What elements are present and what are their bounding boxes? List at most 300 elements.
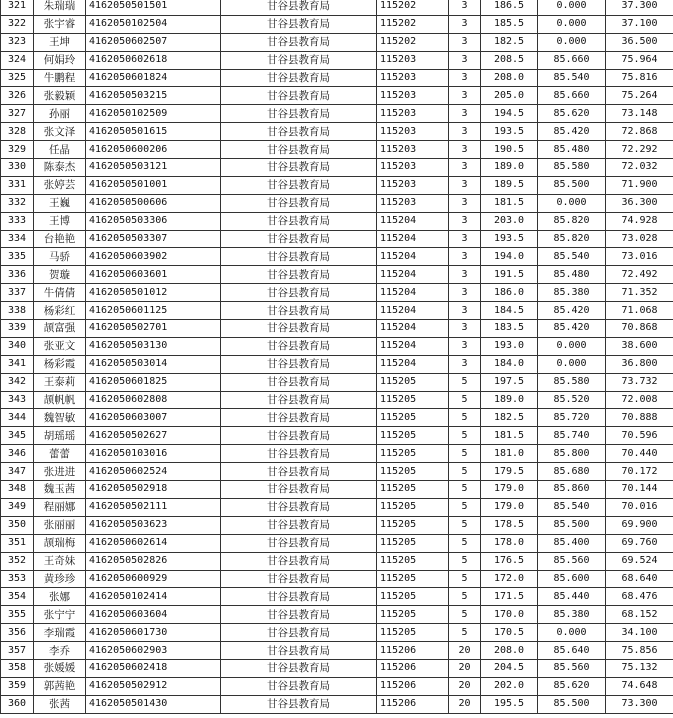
employer-cell: 甘谷县教育局 — [221, 445, 377, 463]
interview-score-cell: 85.500 — [538, 176, 606, 194]
candidate-name-cell: 朱瑞瑞 — [34, 0, 86, 15]
table-row — [1, 606, 673, 624]
employer-cell: 甘谷县教育局 — [221, 695, 377, 713]
quota-cell: 3 — [449, 194, 481, 212]
row-index-cell: 323 — [1, 33, 34, 51]
position-code-cell: 115205 — [377, 445, 449, 463]
row-index-cell: 359 — [1, 677, 34, 695]
exam-number-cell: 4162050602618 — [86, 51, 221, 69]
written-score-cell: 203.0 — [481, 212, 538, 230]
row-index-cell: 335 — [1, 248, 34, 266]
exam-number-cell: 4162050602808 — [86, 391, 221, 409]
written-score-cell: 172.0 — [481, 570, 538, 588]
total-score-cell: 70.596 — [606, 427, 673, 445]
total-score-cell: 71.352 — [606, 284, 673, 302]
candidate-name-cell: 魏玉茜 — [34, 481, 86, 499]
row-index-cell: 350 — [1, 516, 34, 534]
total-score-cell: 75.964 — [606, 51, 673, 69]
written-score-cell: 191.5 — [481, 266, 538, 284]
position-code-cell: 115205 — [377, 373, 449, 391]
candidate-name-cell: 张娜 — [34, 588, 86, 606]
row-index-cell: 322 — [1, 15, 34, 33]
candidate-name-cell: 黄珍珍 — [34, 570, 86, 588]
interview-score-cell: 85.600 — [538, 570, 606, 588]
quota-cell: 5 — [449, 445, 481, 463]
interview-score-cell: 85.420 — [538, 123, 606, 141]
total-score-cell: 75.264 — [606, 87, 673, 105]
position-code-cell: 115205 — [377, 391, 449, 409]
candidate-name-cell: 颉富强 — [34, 320, 86, 338]
written-score-cell: 208.0 — [481, 69, 538, 87]
written-score-cell: 182.5 — [481, 33, 538, 51]
written-score-cell: 202.0 — [481, 677, 538, 695]
written-score-cell: 208.5 — [481, 51, 538, 69]
written-score-cell: 176.5 — [481, 552, 538, 570]
candidate-name-cell: 王坤 — [34, 33, 86, 51]
total-score-cell: 72.292 — [606, 141, 673, 159]
written-score-cell: 178.5 — [481, 516, 538, 534]
position-code-cell: 115202 — [377, 0, 449, 15]
position-code-cell: 115204 — [377, 266, 449, 284]
position-code-cell: 115203 — [377, 123, 449, 141]
table-row — [1, 320, 673, 338]
position-code-cell: 115206 — [377, 677, 449, 695]
table-row — [1, 624, 673, 642]
table-row — [1, 87, 673, 105]
written-score-cell: 194.0 — [481, 248, 538, 266]
written-score-cell: 179.5 — [481, 463, 538, 481]
written-score-cell: 204.5 — [481, 659, 538, 677]
quota-cell: 5 — [449, 427, 481, 445]
quota-cell: 3 — [449, 0, 481, 15]
position-code-cell: 115203 — [377, 176, 449, 194]
written-score-cell: 190.5 — [481, 141, 538, 159]
exam-number-cell: 4162050601824 — [86, 69, 221, 87]
interview-score-cell: 0.000 — [538, 355, 606, 373]
row-index-cell: 341 — [1, 355, 34, 373]
table-row — [1, 33, 673, 51]
quota-cell: 20 — [449, 695, 481, 713]
exam-number-cell: 4162050601125 — [86, 302, 221, 320]
exam-number-cell: 4162050503623 — [86, 516, 221, 534]
row-index-cell: 352 — [1, 552, 34, 570]
employer-cell: 甘谷县教育局 — [221, 659, 377, 677]
table-row — [1, 409, 673, 427]
table-row — [1, 570, 673, 588]
position-code-cell: 115203 — [377, 51, 449, 69]
quota-cell: 20 — [449, 659, 481, 677]
quota-cell: 5 — [449, 516, 481, 534]
table-row — [1, 659, 673, 677]
total-score-cell: 36.500 — [606, 33, 673, 51]
row-index-cell: 351 — [1, 534, 34, 552]
employer-cell: 甘谷县教育局 — [221, 516, 377, 534]
total-score-cell: 69.524 — [606, 552, 673, 570]
candidate-name-cell: 张媛媛 — [34, 659, 86, 677]
candidate-name-cell: 张进进 — [34, 463, 86, 481]
exam-number-cell: 4162050601825 — [86, 373, 221, 391]
table-row — [1, 373, 673, 391]
interview-score-cell: 85.560 — [538, 659, 606, 677]
table-row — [1, 552, 673, 570]
written-score-cell: 194.5 — [481, 105, 538, 123]
exam-number-cell: 4162050603902 — [86, 248, 221, 266]
interview-score-cell: 0.000 — [538, 624, 606, 642]
employer-cell: 甘谷县教育局 — [221, 552, 377, 570]
interview-score-cell: 85.380 — [538, 284, 606, 302]
position-code-cell: 115202 — [377, 33, 449, 51]
table-row — [1, 284, 673, 302]
position-code-cell: 115203 — [377, 141, 449, 159]
employer-cell: 甘谷县教育局 — [221, 534, 377, 552]
interview-score-cell: 85.680 — [538, 463, 606, 481]
position-code-cell: 115205 — [377, 552, 449, 570]
employer-cell: 甘谷县教育局 — [221, 266, 377, 284]
row-index-cell: 328 — [1, 123, 34, 141]
interview-score-cell: 85.580 — [538, 373, 606, 391]
exam-number-cell: 4162050102509 — [86, 105, 221, 123]
interview-score-cell: 85.540 — [538, 248, 606, 266]
employer-cell: 甘谷县教育局 — [221, 33, 377, 51]
quota-cell: 5 — [449, 606, 481, 624]
candidate-name-cell: 王博 — [34, 212, 86, 230]
total-score-cell: 72.032 — [606, 159, 673, 177]
table-row — [1, 534, 673, 552]
exam-number-cell: 4162050603604 — [86, 606, 221, 624]
exam-number-cell: 4162050600206 — [86, 141, 221, 159]
total-score-cell: 74.928 — [606, 212, 673, 230]
candidate-name-cell: 颉帆帆 — [34, 391, 86, 409]
employer-cell: 甘谷县教育局 — [221, 123, 377, 141]
exam-number-cell: 4162050502627 — [86, 427, 221, 445]
position-code-cell: 115204 — [377, 320, 449, 338]
exam-number-cell: 4162050503306 — [86, 212, 221, 230]
employer-cell: 甘谷县教育局 — [221, 212, 377, 230]
interview-score-cell: 0.000 — [538, 33, 606, 51]
written-score-cell: 193.5 — [481, 123, 538, 141]
quota-cell: 3 — [449, 123, 481, 141]
table-row — [1, 248, 673, 266]
quota-cell: 5 — [449, 373, 481, 391]
position-code-cell: 115205 — [377, 463, 449, 481]
exam-number-cell: 4162050503014 — [86, 355, 221, 373]
candidate-name-cell: 张茜 — [34, 695, 86, 713]
exam-number-cell: 4162050103016 — [86, 445, 221, 463]
written-score-cell: 182.5 — [481, 409, 538, 427]
position-code-cell: 115205 — [377, 516, 449, 534]
total-score-cell: 70.868 — [606, 320, 673, 338]
position-code-cell: 115205 — [377, 570, 449, 588]
row-index-cell: 326 — [1, 87, 34, 105]
exam-number-cell: 4162050102504 — [86, 15, 221, 33]
quota-cell: 5 — [449, 588, 481, 606]
table-row — [1, 159, 673, 177]
employer-cell: 甘谷县教育局 — [221, 105, 377, 123]
written-score-cell: 189.5 — [481, 176, 538, 194]
total-score-cell: 72.868 — [606, 123, 673, 141]
exam-number-cell: 4162050102414 — [86, 588, 221, 606]
candidate-name-cell: 任晶 — [34, 141, 86, 159]
candidate-name-cell: 蕾蕾 — [34, 445, 86, 463]
total-score-cell: 72.492 — [606, 266, 673, 284]
table-row — [1, 176, 673, 194]
total-score-cell: 69.760 — [606, 534, 673, 552]
total-score-cell: 73.732 — [606, 373, 673, 391]
table-row — [1, 445, 673, 463]
quota-cell: 3 — [449, 159, 481, 177]
employer-cell: 甘谷县教育局 — [221, 69, 377, 87]
interview-score-cell: 0.000 — [538, 0, 606, 15]
candidate-name-cell: 张宁宁 — [34, 606, 86, 624]
row-index-cell: 324 — [1, 51, 34, 69]
row-index-cell: 355 — [1, 606, 34, 624]
candidate-name-cell: 台艳艳 — [34, 230, 86, 248]
table-row — [1, 677, 673, 695]
exam-number-cell: 4162050501001 — [86, 176, 221, 194]
written-score-cell: 185.5 — [481, 15, 538, 33]
employer-cell: 甘谷县教育局 — [221, 498, 377, 516]
row-index-cell: 337 — [1, 284, 34, 302]
written-score-cell: 178.0 — [481, 534, 538, 552]
total-score-cell: 36.300 — [606, 194, 673, 212]
candidate-name-cell: 郭茜艳 — [34, 677, 86, 695]
row-index-cell: 331 — [1, 176, 34, 194]
position-code-cell: 115205 — [377, 534, 449, 552]
position-code-cell: 115206 — [377, 695, 449, 713]
row-index-cell: 343 — [1, 391, 34, 409]
candidate-name-cell: 张亚文 — [34, 337, 86, 355]
table-row — [1, 0, 673, 15]
employer-cell: 甘谷县教育局 — [221, 15, 377, 33]
exam-number-cell: 4162050502918 — [86, 481, 221, 499]
interview-score-cell: 85.720 — [538, 409, 606, 427]
employer-cell: 甘谷县教育局 — [221, 642, 377, 660]
table-row — [1, 498, 673, 516]
row-index-cell: 353 — [1, 570, 34, 588]
table-row — [1, 194, 673, 212]
row-index-cell: 345 — [1, 427, 34, 445]
position-code-cell: 115206 — [377, 642, 449, 660]
total-score-cell: 37.300 — [606, 0, 673, 15]
interview-score-cell: 85.660 — [538, 51, 606, 69]
interview-score-cell: 85.860 — [538, 481, 606, 499]
total-score-cell: 70.888 — [606, 409, 673, 427]
written-score-cell: 181.5 — [481, 194, 538, 212]
interview-score-cell: 85.800 — [538, 445, 606, 463]
total-score-cell: 68.152 — [606, 606, 673, 624]
row-index-cell: 346 — [1, 445, 34, 463]
row-index-cell: 329 — [1, 141, 34, 159]
row-index-cell: 332 — [1, 194, 34, 212]
employer-cell: 甘谷县教育局 — [221, 606, 377, 624]
row-index-cell: 347 — [1, 463, 34, 481]
table-row — [1, 105, 673, 123]
row-index-cell: 333 — [1, 212, 34, 230]
employer-cell: 甘谷县教育局 — [221, 570, 377, 588]
exam-number-cell: 4162050602614 — [86, 534, 221, 552]
position-code-cell: 115204 — [377, 337, 449, 355]
position-code-cell: 115205 — [377, 427, 449, 445]
exam-number-cell: 4162050501615 — [86, 123, 221, 141]
interview-score-cell: 85.640 — [538, 642, 606, 660]
total-score-cell: 68.640 — [606, 570, 673, 588]
candidate-name-cell: 杨彩红 — [34, 302, 86, 320]
quota-cell: 3 — [449, 69, 481, 87]
exam-number-cell: 4162050502826 — [86, 552, 221, 570]
row-index-cell: 334 — [1, 230, 34, 248]
row-index-cell: 336 — [1, 266, 34, 284]
employer-cell: 甘谷县教育局 — [221, 248, 377, 266]
table-row — [1, 355, 673, 373]
row-index-cell: 330 — [1, 159, 34, 177]
exam-number-cell: 4162050600929 — [86, 570, 221, 588]
employer-cell: 甘谷县教育局 — [221, 355, 377, 373]
interview-score-cell: 0.000 — [538, 15, 606, 33]
employer-cell: 甘谷县教育局 — [221, 159, 377, 177]
quota-cell: 3 — [449, 230, 481, 248]
position-code-cell: 115203 — [377, 159, 449, 177]
employer-cell: 甘谷县教育局 — [221, 463, 377, 481]
candidate-name-cell: 王巍 — [34, 194, 86, 212]
quota-cell: 5 — [449, 534, 481, 552]
candidate-name-cell: 张毅颖 — [34, 87, 86, 105]
written-score-cell: 193.5 — [481, 230, 538, 248]
table-row — [1, 123, 673, 141]
table-row — [1, 695, 673, 713]
interview-score-cell: 85.540 — [538, 69, 606, 87]
employer-cell: 甘谷县教育局 — [221, 624, 377, 642]
quota-cell: 3 — [449, 302, 481, 320]
total-score-cell: 69.900 — [606, 516, 673, 534]
written-score-cell: 184.5 — [481, 302, 538, 320]
row-index-cell: 342 — [1, 373, 34, 391]
interview-score-cell: 85.820 — [538, 230, 606, 248]
interview-score-cell: 85.660 — [538, 87, 606, 105]
written-score-cell: 189.0 — [481, 391, 538, 409]
position-code-cell: 115205 — [377, 624, 449, 642]
position-code-cell: 115203 — [377, 87, 449, 105]
written-score-cell: 181.5 — [481, 427, 538, 445]
exam-number-cell: 4162050503307 — [86, 230, 221, 248]
employer-cell: 甘谷县教育局 — [221, 87, 377, 105]
total-score-cell: 73.028 — [606, 230, 673, 248]
row-index-cell: 357 — [1, 642, 34, 660]
employer-cell: 甘谷县教育局 — [221, 320, 377, 338]
exam-number-cell: 4162050502701 — [86, 320, 221, 338]
row-index-cell: 354 — [1, 588, 34, 606]
total-score-cell: 73.148 — [606, 105, 673, 123]
position-code-cell: 115204 — [377, 212, 449, 230]
exam-number-cell: 4162050501430 — [86, 695, 221, 713]
row-index-cell: 349 — [1, 498, 34, 516]
row-index-cell: 348 — [1, 481, 34, 499]
candidate-name-cell: 牛倩倩 — [34, 284, 86, 302]
interview-score-cell: 85.820 — [538, 212, 606, 230]
total-score-cell: 68.476 — [606, 588, 673, 606]
table-row — [1, 463, 673, 481]
employer-cell: 甘谷县教育局 — [221, 588, 377, 606]
quota-cell: 5 — [449, 481, 481, 499]
row-index-cell: 358 — [1, 659, 34, 677]
employer-cell: 甘谷县教育局 — [221, 677, 377, 695]
row-index-cell: 344 — [1, 409, 34, 427]
candidate-name-cell: 陈泰杰 — [34, 159, 86, 177]
position-code-cell: 115205 — [377, 588, 449, 606]
employer-cell: 甘谷县教育局 — [221, 302, 377, 320]
table-row — [1, 427, 673, 445]
position-code-cell: 115204 — [377, 230, 449, 248]
quota-cell: 5 — [449, 409, 481, 427]
interview-score-cell: 85.480 — [538, 266, 606, 284]
position-code-cell: 115206 — [377, 659, 449, 677]
candidate-name-cell: 张婷芸 — [34, 176, 86, 194]
candidate-name-cell: 李乔 — [34, 642, 86, 660]
candidate-name-cell: 颉瑞梅 — [34, 534, 86, 552]
quota-cell: 20 — [449, 642, 481, 660]
total-score-cell: 38.600 — [606, 337, 673, 355]
written-score-cell: 186.0 — [481, 284, 538, 302]
employer-cell: 甘谷县教育局 — [221, 0, 377, 15]
table-row — [1, 588, 673, 606]
table-row — [1, 141, 673, 159]
table-row — [1, 15, 673, 33]
row-index-cell: 338 — [1, 302, 34, 320]
written-score-cell: 181.0 — [481, 445, 538, 463]
exam-number-cell: 4162050502111 — [86, 498, 221, 516]
interview-score-cell: 85.400 — [538, 534, 606, 552]
quota-cell: 3 — [449, 141, 481, 159]
table-body — [1, 0, 673, 713]
employer-cell: 甘谷县教育局 — [221, 230, 377, 248]
total-score-cell: 37.100 — [606, 15, 673, 33]
interview-score-cell: 85.540 — [538, 498, 606, 516]
quota-cell: 3 — [449, 33, 481, 51]
table-row — [1, 391, 673, 409]
table-row — [1, 230, 673, 248]
quota-cell: 3 — [449, 87, 481, 105]
total-score-cell: 75.816 — [606, 69, 673, 87]
quota-cell: 3 — [449, 51, 481, 69]
position-code-cell: 115203 — [377, 194, 449, 212]
position-code-cell: 115205 — [377, 409, 449, 427]
employer-cell: 甘谷县教育局 — [221, 194, 377, 212]
quota-cell: 3 — [449, 284, 481, 302]
position-code-cell: 115204 — [377, 248, 449, 266]
exam-number-cell: 4162050503121 — [86, 159, 221, 177]
candidate-name-cell: 魏智敏 — [34, 409, 86, 427]
exam-number-cell: 4162050500606 — [86, 194, 221, 212]
quota-cell: 5 — [449, 498, 481, 516]
quota-cell: 5 — [449, 552, 481, 570]
employer-cell: 甘谷县教育局 — [221, 481, 377, 499]
written-score-cell: 189.0 — [481, 159, 538, 177]
interview-score-cell: 85.440 — [538, 588, 606, 606]
written-score-cell: 179.0 — [481, 498, 538, 516]
candidate-name-cell: 杨彩霞 — [34, 355, 86, 373]
interview-score-cell: 85.620 — [538, 677, 606, 695]
position-code-cell: 115204 — [377, 302, 449, 320]
position-code-cell: 115205 — [377, 481, 449, 499]
exam-number-cell: 4162050602524 — [86, 463, 221, 481]
position-code-cell: 115204 — [377, 284, 449, 302]
candidate-name-cell: 程丽娜 — [34, 498, 86, 516]
exam-number-cell: 4162050502912 — [86, 677, 221, 695]
quota-cell: 3 — [449, 105, 481, 123]
interview-score-cell: 85.500 — [538, 516, 606, 534]
position-code-cell: 115204 — [377, 355, 449, 373]
interview-score-cell: 85.420 — [538, 320, 606, 338]
exam-number-cell: 4162050603007 — [86, 409, 221, 427]
